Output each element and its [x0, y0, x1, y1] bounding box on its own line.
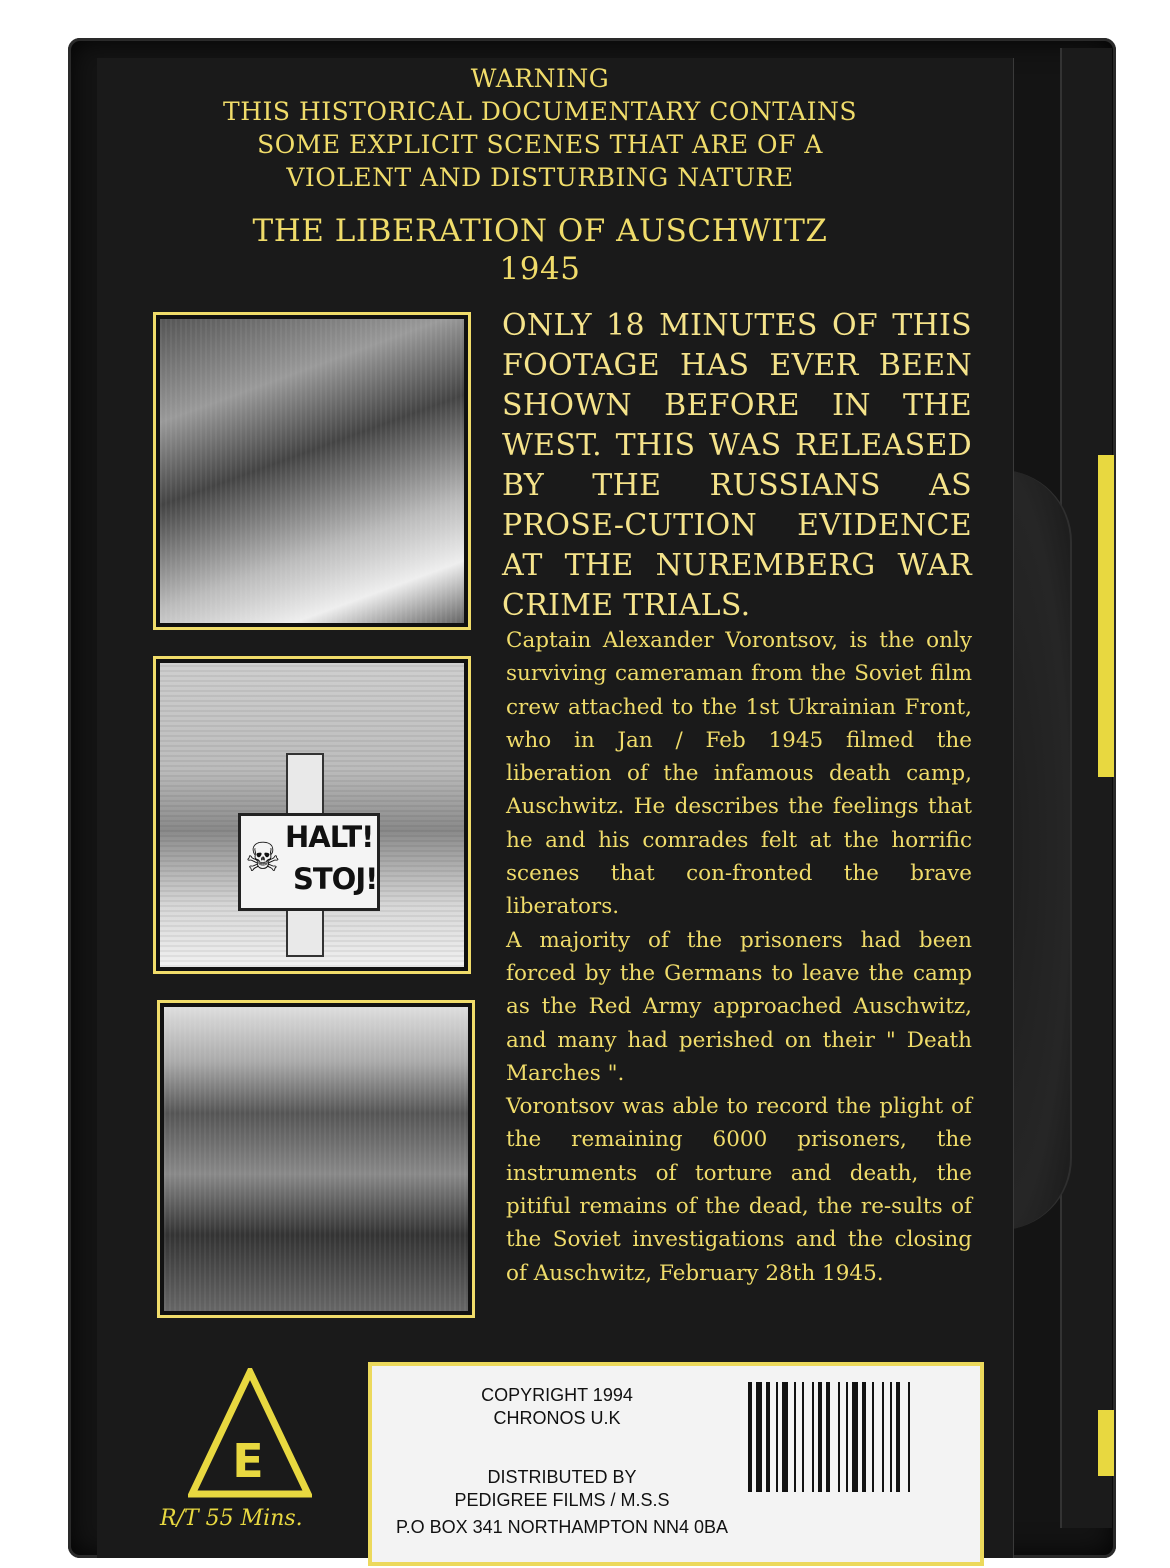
rating-letter: E	[232, 1434, 264, 1488]
sign-text-stoj: STOJ!	[293, 862, 378, 896]
distributor-line: PEDIGREE FILMS / M.S.S	[454, 1490, 670, 1510]
photo-image	[164, 1007, 468, 1311]
description-body	[506, 624, 972, 1290]
warning-line: THIS HISTORICAL DOCUMENTARY CONTAINS	[223, 97, 857, 126]
company-line: CHRONOS U.K	[493, 1408, 621, 1428]
photo-halt-sign	[153, 656, 471, 974]
barcode-icon	[748, 1382, 944, 1492]
warning-line: SOME EXPLICIT SCENES THAT ARE OF A	[257, 130, 823, 159]
distribution-label	[368, 1362, 984, 1566]
photo-image	[160, 663, 464, 967]
copyright-line: COPYRIGHT 1994	[481, 1385, 633, 1405]
age-rating-badge	[188, 1368, 312, 1502]
distributor-block	[422, 1466, 702, 1512]
warning-heading: WARNING	[470, 64, 610, 93]
photo-prisoners-crowd	[157, 1000, 475, 1318]
spine-logo-strip	[1098, 1410, 1114, 1476]
sign-text-halt: HALT!	[285, 820, 374, 854]
warning-line: VIOLENT AND DISTURBING NATURE	[286, 163, 794, 192]
description-paragraph: A majority of the prisoners had been forced by the Germans to leave the camp as the Red Army approached Auschwitz, and many had perished on their " Death Marches ".	[506, 927, 972, 1086]
description-paragraph: Vorontsov was able to record the plight of the remaining 6000 prisoners, the instruments of torture and death, the pitiful remains of the dead, the re-sults of the Soviet investigations and the closing of Auschwitz, February 28th 1945.	[506, 1094, 972, 1286]
warning-block	[140, 62, 940, 194]
copyright-block	[452, 1384, 662, 1430]
title-main: THE LIBERATION OF AUSCHWITZ	[252, 213, 828, 249]
photo-prisoners-barracks	[153, 312, 471, 630]
photo-image	[160, 319, 464, 623]
description-paragraph: Captain Alexander Vorontsov, is the only surviving cameraman from the Soviet film crew attached to the 1st Ukrainian Front, who in Jan / Feb 1945 filmed the liberation of the infamous death camp, Auschwitz. He describes the feelings that he and his comrades felt at the horrific scenes that con-fronted the brave liberators.	[506, 628, 972, 920]
halt-sign	[238, 813, 380, 911]
address-line: P.O BOX 341 NORTHAMPTON NN4 0BA	[395, 1517, 729, 1537]
title-year: 1945	[499, 251, 581, 287]
lede-paragraph: ONLY 18 MINUTES OF THIS FOOTAGE HAS EVER BEEN SHOWN BEFORE IN THE WEST. THIS WAS RELEASED BY THE RUSSIANS AS PROSE-CUTION EVIDENCE AT THE NUREMBERG WAR CRIME TRIALS.	[502, 308, 972, 623]
runtime-label: R/T 55 Mins.	[160, 1506, 303, 1531]
skull-icon: ☠	[245, 835, 281, 881]
cover-title	[150, 212, 930, 288]
distributed-by-line: DISTRIBUTED BY	[487, 1467, 637, 1487]
spine-title-strip	[1098, 455, 1114, 777]
